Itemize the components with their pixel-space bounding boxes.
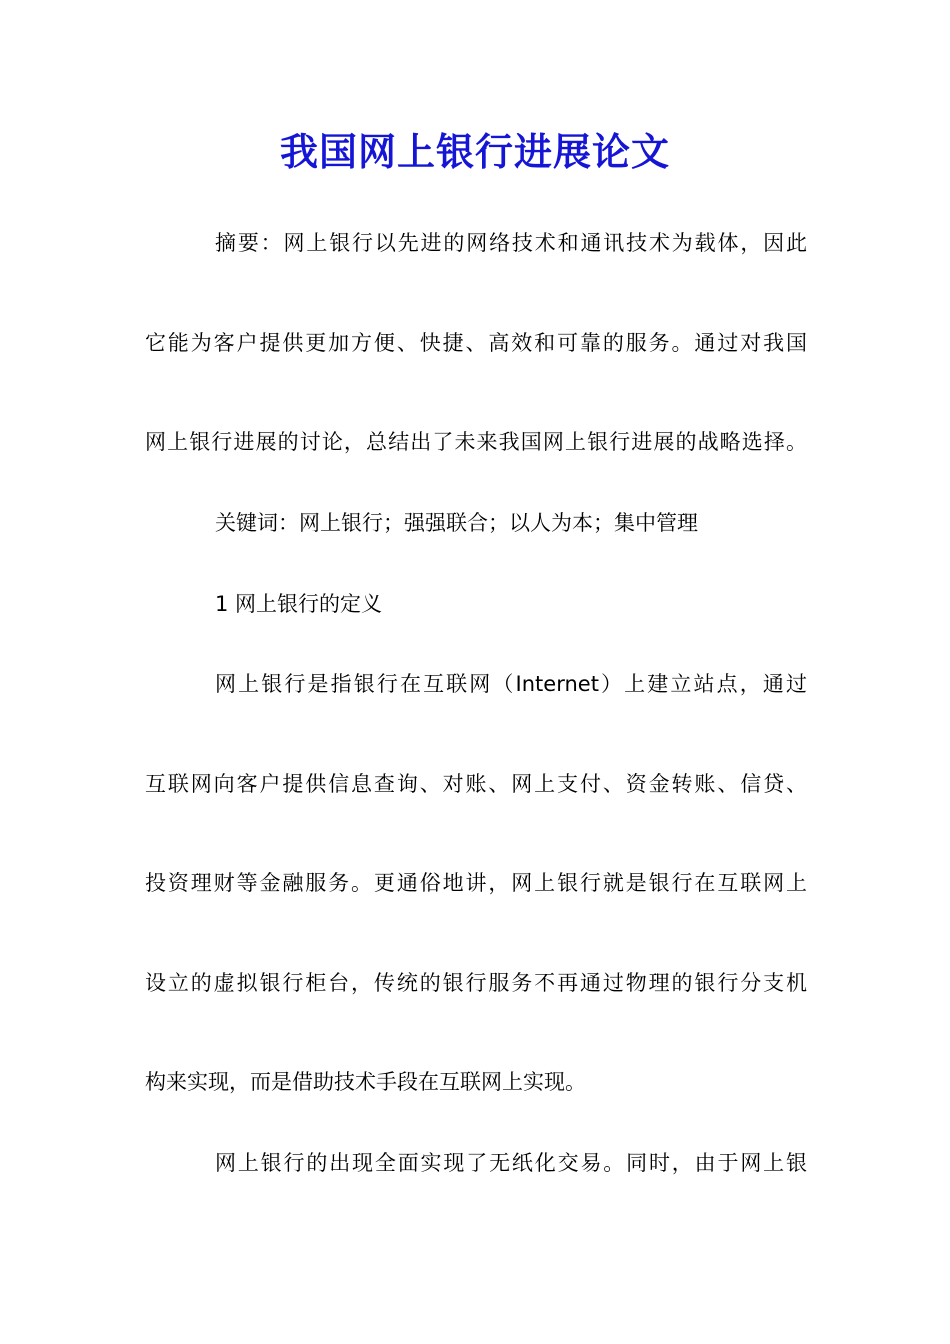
paragraph-1-line-4: 设立的虚拟银行柜台，传统的银行服务不再通过物理的银行分支机: [145, 971, 807, 995]
abstract-line-1: 摘要：网上银行以先进的网络技术和通讯技术为载体，因此: [215, 231, 807, 255]
document-title: 我国网上银行进展论文: [279, 129, 670, 174]
abstract-line-2: 它能为客户提供更加方便、快捷、高效和可靠的服务。通过对我国: [145, 331, 807, 355]
paragraph-1-line-2: 互联网向客户提供信息查询、对账、网上支付、资金转账、信贷、: [145, 772, 807, 796]
paragraph-2-line-1: 网上银行的出现全面实现了无纸化交易。同时，由于网上银: [215, 1151, 807, 1175]
paragraph-1-line-5: 构来实现，而是借助技术手段在互联网上实现。: [145, 1070, 586, 1094]
paragraph-1-line-3: 投资理财等金融服务。更通俗地讲，网上银行就是银行在互联网上: [145, 871, 807, 895]
keywords-line: 关键词：网上银行；强强联合；以人为本；集中管理: [215, 511, 698, 535]
abstract-line-3: 网上银行进展的讨论，总结出了未来我国网上银行进展的战略选择。: [145, 430, 807, 454]
section-heading-1: 1 网上银行的定义: [215, 592, 383, 616]
paragraph-1-line-1: 网上银行是指银行在互联网（Internet）上建立站点，通过: [215, 672, 807, 696]
